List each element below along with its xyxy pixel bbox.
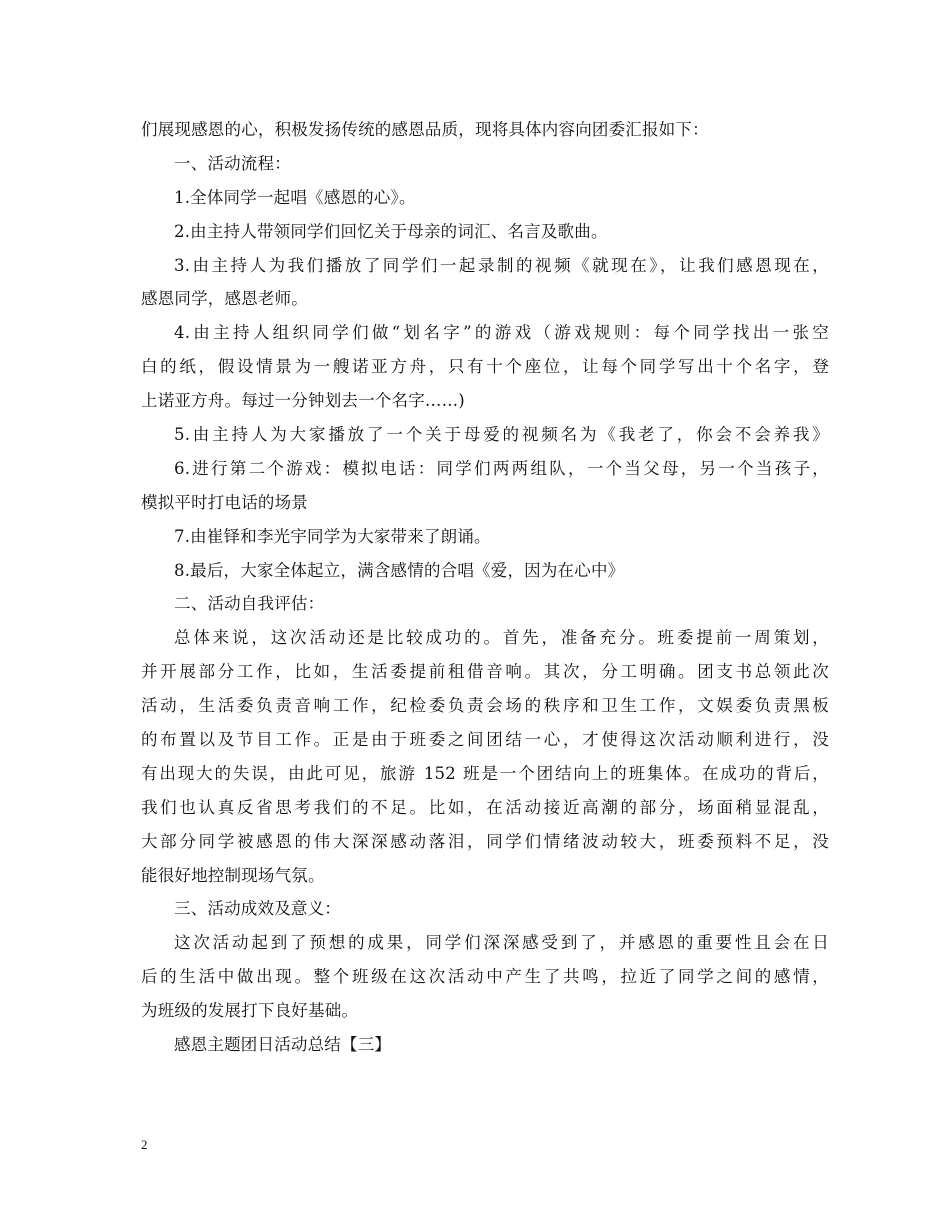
text-line: 三、活动成效及意义： <box>174 899 341 919</box>
text-line: 4.由主持人组织同学们做“划名字”的游戏（游戏规则：每个同学找出一张空 <box>174 323 829 343</box>
text-line: 后的生活中做出现。整个班级在这次活动中产生了共鸣，拉近了同学之间的感情， <box>141 967 829 987</box>
text-line: 的布置以及节目工作。正是由于班委之间团结一心，才使得这次活动顺利进行，没 <box>141 730 829 750</box>
text-line: 6.进行第二个游戏：模拟电话：同学们两两组队，一个当父母，另一个当孩子， <box>174 458 829 478</box>
text-line: 3.由主持人为我们播放了同学们一起录制的视频《就现在》，让我们感恩现在， <box>174 255 829 275</box>
text-line: 有出现大的失误，由此可见，旅游 152 班是一个团结向上的班集体。在成功的背后， <box>141 763 829 783</box>
text-line: 大部分同学被感恩的伟大深深感动落泪，同学们情绪波动较大，班委预料不足，没 <box>141 831 829 851</box>
text-line: 8.最后，大家全体起立，满含感情的合唱《爱，因为在心中》 <box>174 560 625 580</box>
text-line: 1.全体同学一起唱《感恩的心》。 <box>174 187 416 207</box>
text-line: 感恩主题团日活动总结【三】 <box>174 1035 392 1055</box>
text-line: 总体来说，这次活动还是比较成功的。首先，准备充分。班委提前一周策划， <box>174 628 829 648</box>
text-line: 一、活动流程： <box>174 153 291 173</box>
text-line: 并开展部分工作，比如，生活委提前租借音响。其次，分工明确。团支书总领此次 <box>141 662 829 682</box>
text-line: 白的纸，假设情景为一艘诺亚方舟，只有十个座位，让每个同学写出十个名字，登 <box>141 357 829 377</box>
text-line: 2.由主持人带领同学们回忆关于母亲的词汇、名言及歌曲。 <box>174 221 608 241</box>
text-line: 上诺亚方舟。每过一分钟划去一个名字……) <box>141 391 465 411</box>
text-line: 7.由崔铎和李光宇同学为大家带来了朗诵。 <box>174 526 491 546</box>
text-line: 能很好地控制现场气氛。 <box>141 865 325 885</box>
text-line: 模拟平时打电话的场景 <box>141 492 308 512</box>
text-line: 这次活动起到了预想的成果，同学们深深感受到了，并感恩的重要性且会在日 <box>174 933 829 953</box>
text-line: 我们也认真反省思考我们的不足。比如，在活动接近高潮的部分，场面稍显混乱， <box>141 797 829 817</box>
page-number: 2 <box>141 1137 148 1152</box>
text-line: 感恩同学，感恩老师。 <box>141 289 308 309</box>
text-line: 们展现感恩的心，积极发扬传统的感恩品质，现将具体内容向团委汇报如下： <box>141 120 709 139</box>
text-line: 活动，生活委负责音响工作，纪检委负责会场的秩序和卫生工作，文娱委负责黑板 <box>141 696 829 716</box>
document-body <box>141 113 829 1062</box>
text-line: 5.由主持人为大家播放了一个关于母爱的视频名为《我老了，你会不会养我》 <box>174 425 829 445</box>
text-line: 二、活动自我评估： <box>174 594 325 614</box>
text-line: 为班级的发展打下良好基础。 <box>141 1001 359 1021</box>
